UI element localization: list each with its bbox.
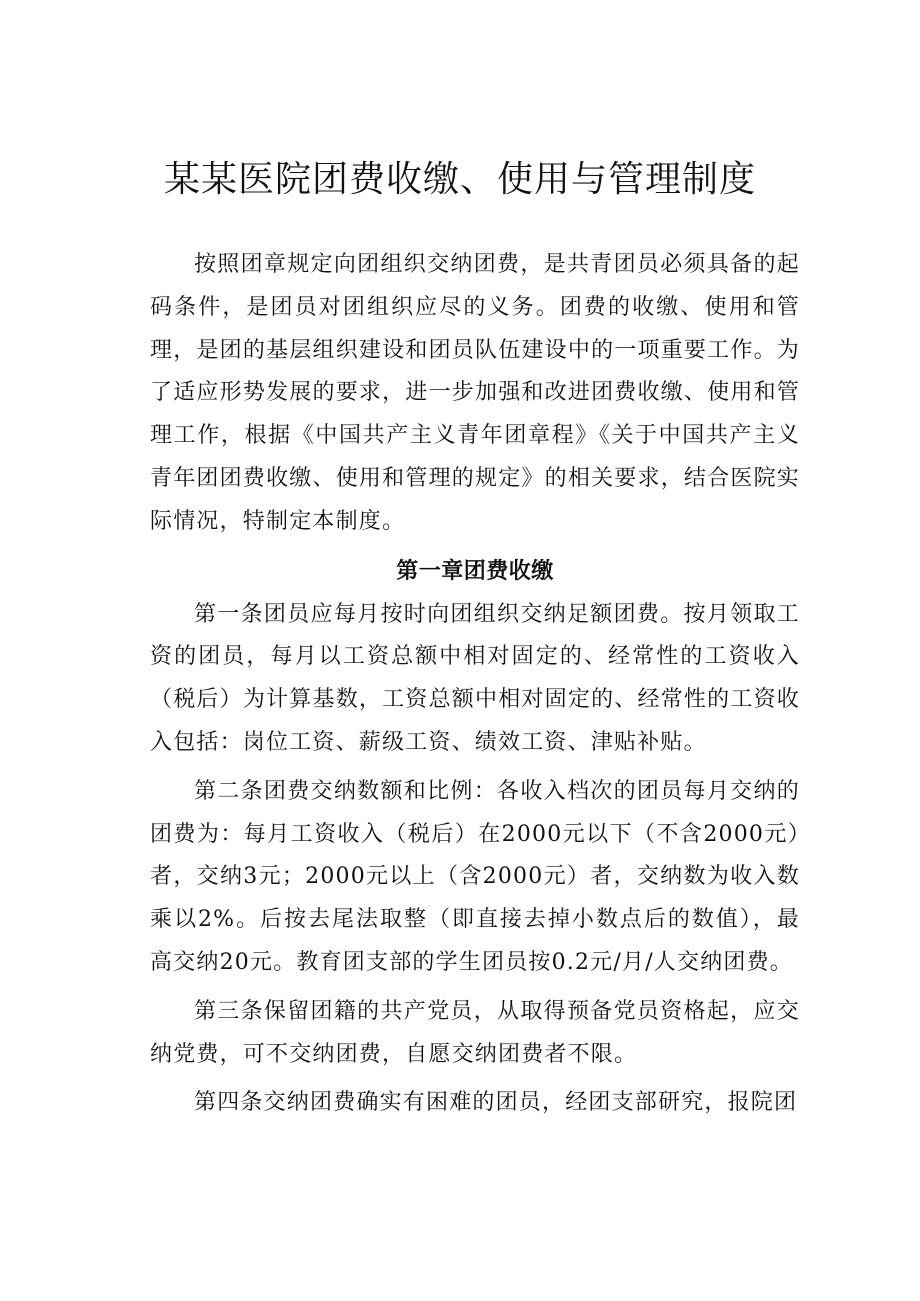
article-2: 第二条团费交纳数额和比例：各收入档次的团员每月交纳的团费为：每月工资收入（税后）在2000元以下（不含2000元）者，交纳3元；2000元以上（含2000元）者，交纳数为收入数乘以2%。后按去尾法取整（即直接去掉小数点后的数值），最高交纳20元。教育团支部的学生团员按0.2元/月/人交纳团费。 <box>150 778 800 975</box>
intro-paragraph: 按照团章规定向团组织交纳团费，是共青团员必须具备的起码条件，是团员对团组织应尽的义务。团费的收缴、使用和管理，是团的基层组织建设和团员队伍建设中的一项重要工作。为了适应形势发展的要求，进一步加强和改进团费收缴、使用和管理工作，根据《中国共产主义青年团章程》《关于中国共产主义青年团团费收缴、使用和管理的规定》的相关要求，结合医院实际情况，特制定本制度。 <box>150 252 800 534</box>
document-body <box>150 244 800 1125</box>
article-4: 第四条交纳团费确实有困难的团员，经团支部研究，报院团 <box>194 1090 798 1116</box>
chapter-heading: 第一章团费收缴 <box>396 558 554 584</box>
article-1: 第一条团员应每月按时向团组织交纳足额团费。按月领取工资的团员，每月以工资总额中相对固定的、经常性的工资收入（税后）为计算基数，工资总额中相对固定的、经常性的工资收入包括：岗位工资、薪级工资、绩效工资、津贴补贴。 <box>150 601 800 755</box>
article-3: 第三条保留团籍的共产党员，从取得预备党员资格起，应交纳党费，可不交纳团费，自愿交纳团费者不限。 <box>150 998 800 1067</box>
document-title: 某某医院团费收缴、使用与管理制度 <box>163 159 756 200</box>
